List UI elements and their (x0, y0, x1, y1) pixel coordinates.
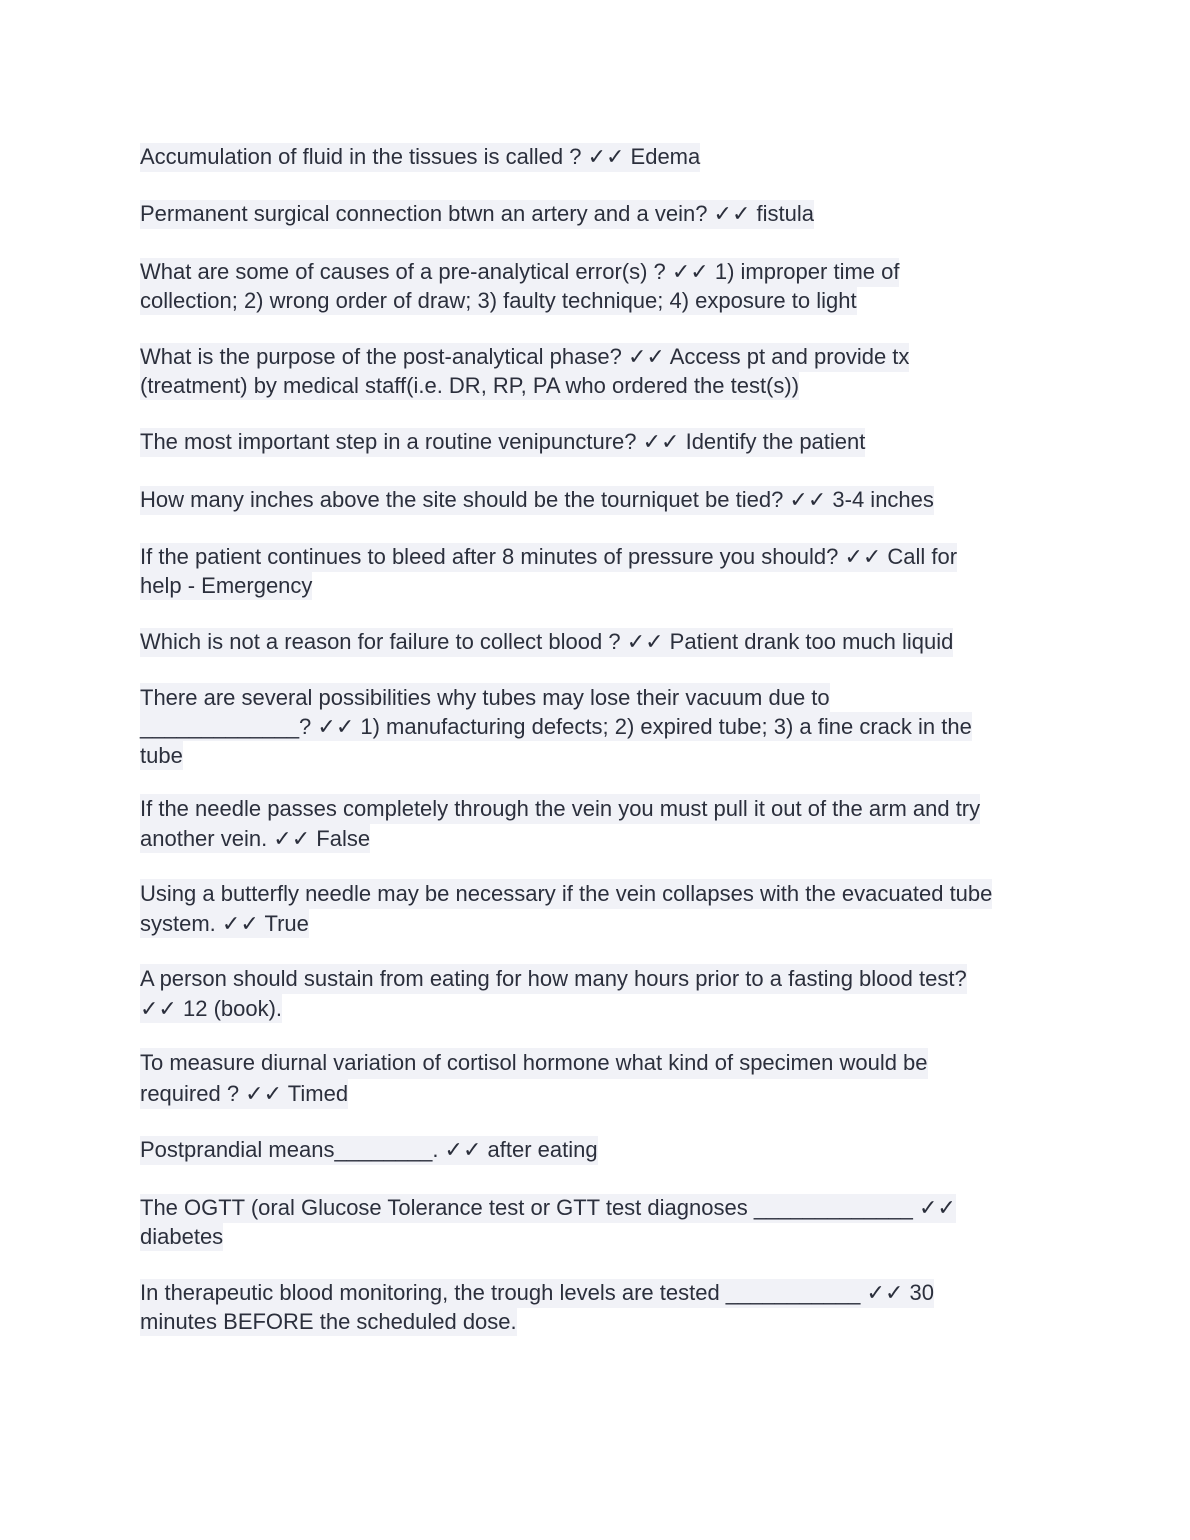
qa-entry-5 (140, 428, 1050, 457)
entry-line: collection; 2) wrong order of draw; 3) faulty technique; 4) exposure to light (140, 287, 857, 316)
entry-line: tube (140, 743, 183, 768)
qa-entry-3 (140, 258, 1050, 315)
qa-entry-4 (140, 343, 1050, 400)
entry-line: What are some of causes of a pre-analytical error(s) ? ✓✓ 1) improper time of (140, 258, 899, 287)
entry-line: What is the purpose of the post-analytical phase? ✓✓ Access pt and provide tx (140, 343, 909, 372)
qa-entry-9 (140, 683, 1050, 770)
entry-line: Accumulation of fluid in the tissues is called ? ✓✓ Edema (140, 143, 700, 172)
qa-entry-7 (140, 543, 1050, 600)
qa-entry-6 (140, 486, 1050, 515)
entry-line: The OGTT (oral Glucose Tolerance test or GTT test diagnoses _____________ ✓✓ (140, 1194, 956, 1223)
qa-entry-10 (140, 794, 1050, 853)
entry-line: system. ✓✓ True (140, 909, 309, 939)
entry-line: Which is not a reason for failure to collect blood ? ✓✓ Patient drank too much liquid (140, 628, 953, 657)
entry-line: minutes BEFORE the scheduled dose. (140, 1308, 517, 1337)
entry-line: help - Emergency (140, 572, 312, 601)
entry-line: There are several possibilities why tubes may lose their vacuum due to (140, 685, 830, 710)
entry-line: If the patient continues to bleed after 8 minutes of pressure you should? ✓✓ Call for (140, 543, 957, 572)
qa-entry-12 (140, 964, 1050, 1023)
entry-line: _____________? ✓✓ 1) manufacturing defects; 2) expired tube; 3) a fine crack in the (140, 714, 972, 739)
qa-entry-8 (140, 628, 1050, 657)
entry-line: The most important step in a routine venipuncture? ✓✓ Identify the patient (140, 428, 865, 457)
qa-entry-15 (140, 1194, 1050, 1251)
qa-entry-2 (140, 200, 1050, 229)
entry-line: (treatment) by medical staff(i.e. DR, RP, PA who ordered the test(s)) (140, 372, 799, 401)
entry-line: How many inches above the site should be the tourniquet be tied? ✓✓ 3-4 inches (140, 486, 934, 515)
entry-line: Permanent surgical connection btwn an artery and a vein? ✓✓ fistula (140, 200, 814, 229)
entry-line: Postprandial means________. ✓✓ after eating (140, 1136, 598, 1165)
entry-line: another vein. ✓✓ False (140, 824, 370, 854)
entry-line: ✓✓ 12 (book). (140, 994, 282, 1024)
entry-line: Using a butterfly needle may be necessary if the vein collapses with the evacuated tube (140, 879, 992, 909)
qa-entry-16 (140, 1279, 1050, 1336)
entry-line: If the needle passes completely through the vein you must pull it out of the arm and try (140, 794, 980, 824)
entry-line: required ? ✓✓ Timed (140, 1079, 348, 1110)
entry-line: In therapeutic blood monitoring, the trough levels are tested ___________ ✓✓ 30 (140, 1279, 934, 1308)
entry-line: To measure diurnal variation of cortisol hormone what kind of specimen would be (140, 1048, 928, 1079)
qa-entry-1 (140, 143, 1050, 172)
qa-entry-13 (140, 1048, 1050, 1109)
entry-line: A person should sustain from eating for how many hours prior to a fasting blood test? (140, 964, 967, 994)
qa-entry-11 (140, 879, 1050, 938)
qa-entry-14 (140, 1136, 1050, 1165)
entry-line: diabetes (140, 1223, 223, 1252)
